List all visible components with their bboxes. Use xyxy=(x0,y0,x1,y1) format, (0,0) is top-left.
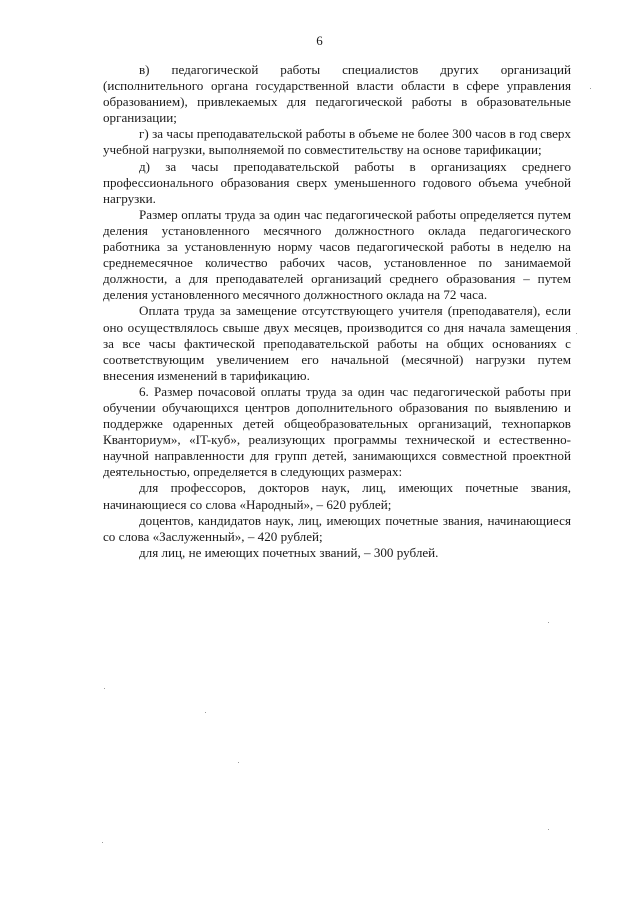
paragraph-item-d: д) за часы преподавательской работы в организациях среднего профессионального образования сверх уменьшенного годового объема учебной нагрузки. xyxy=(103,158,571,206)
paragraph-substitution-pay: Оплата труда за замещение отсутствующего учителя (преподавателя), если оно осуществлялось свыше двух месяцев, производится со дня начала замещения за все часы фактической преподавательской работы на общих основаниях с соответствующим увеличением его начальной (месячной) нагрузки путем внесения изменений в тарификацию. xyxy=(103,303,571,383)
document-body xyxy=(103,62,571,561)
scan-speck xyxy=(576,333,577,334)
scan-speck xyxy=(548,829,549,830)
paragraph-rate-docents: доцентов, кандидатов наук, лиц, имеющих почетные звания, начинающиеся со слова «Заслуженный», – 420 рублей; xyxy=(103,512,571,544)
scan-speck xyxy=(205,712,206,713)
scan-speck xyxy=(590,88,591,89)
paragraph-rate-professors: для профессоров, докторов наук, лиц, имеющих почетные звания, начинающиеся со слова «Народный», – 620 рублей; xyxy=(103,480,571,512)
paragraph-section-6: 6. Размер почасовой оплаты труда за один час педагогической работы при обучении обучающихся центров дополнительного образования по выявлению и поддержке одаренных детей общеобразовательных организаций, технопарков Кванториум», «IT-куб», реализующих программы технической и естественно-научной направленности для групп детей, занимающихся совместной проектной деятельностью, определяется в следующих размерах: xyxy=(103,383,571,480)
scan-speck xyxy=(548,622,549,623)
paragraph-item-g: г) за часы преподавательской работы в объеме не более 300 часов в год сверх учебной нагрузки, выполняемой по совместительству на основе тарификации; xyxy=(103,126,571,158)
scan-speck xyxy=(104,688,105,689)
paragraph-rate-others: для лиц, не имеющих почетных званий, – 300 рублей. xyxy=(139,544,439,560)
scan-speck xyxy=(238,762,239,763)
paragraph-hourly-rate: Размер оплаты труда за один час педагогической работы определяется путем деления установленного месячного должностного оклада педагогического работника за установленную норму часов педагогической работы в неделю на среднемесячное количество рабочих часов, установленное по занимаемой должности, а для преподавателей организаций среднего образования – путем деления установленного месячного должностного оклада на 72 часа. xyxy=(103,206,571,303)
paragraph-item-v: в) педагогической работы специалистов других организаций (исполнительного органа государственной власти области в сфере управления образованием), привлекаемых для педагогической работы в образовательные организации; xyxy=(103,62,571,126)
page-number: 6 xyxy=(316,33,323,48)
scan-speck xyxy=(102,842,103,843)
